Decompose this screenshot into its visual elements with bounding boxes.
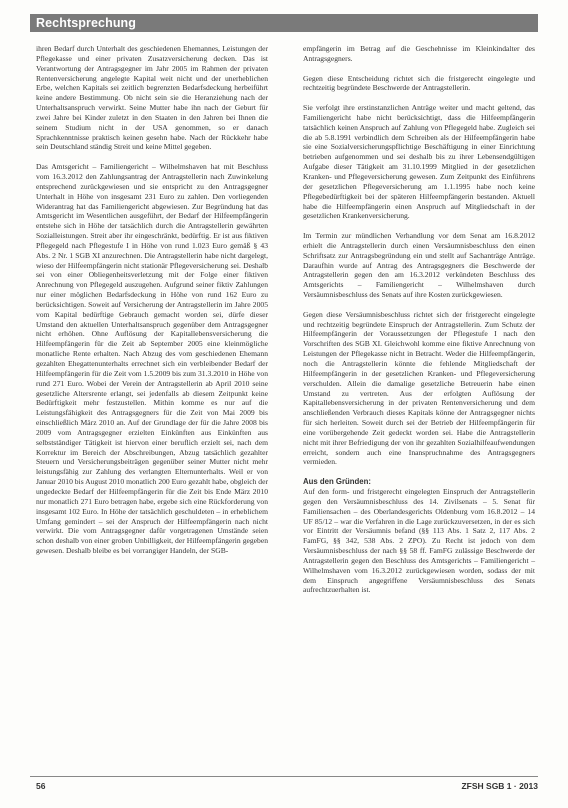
paragraph: Gegen diese Versäumnisbeschluss richtet sich der fristgerecht eingelegte und rechtzeitig begründete Einspruch der Antragstellerin. Zum Schutz der Hilfeempfängerin der Voraussetzungen der Pflegestufe I nach den Vorschriften des SGB XI. Gleichwohl komme eine fiktive Anrechnung von Leistungen der Pflegekasse nicht in Betracht. Weder die Hilfeempfängerin, noch die Antragstellerin könnte die fehlende Mitgliedschaft der Hilfeempfängerin in der gesetzlichen Kranken- und Pflegeversicherung verschulden. Allein die damalige gesetzliche Betreuerin habe einen Umstand zu vertreten. Aus der erfolgten Auflösung der Kapitallebensversicherung in der privaten Rentenversicherung und dem anschließenden Verbrauch dieses Kapitals könne der Antragsgegner nichts für sich herleiten. Soweit durch sei der Betrieb der Hilfeempfängerin für eine vorübergehende Zeit gedeckt worden sei. Habe die Antragstellerin nicht mit ihrer Befriedigung der von ihr gezahlten Sozialhilfeaufwendungen erreicht, sondern auch eine Inanspruchnahme des Antragsgegners vermieden. — [303, 309, 535, 467]
paragraph: Im Termin zur mündlichen Verhandlung vor dem Senat am 16.8.2012 erhielt die Antragstellerin durch einen Versäumnisbeschluss den einen Schriftsatz zur Antragsbegründung ein und stellt auf Sachanträge Anträge. Daraufhin wurde auf Antrag des Antragsgegners die Beschwerde der Antragstellerin gegen den am 16.3.2012 verkündeten Beschluss des Amtsgerichts – Familiengericht – Wilhelmshaven durch Versäumnisbeschluss des Senats auf ihre Kosten zurückgewiesen. — [303, 231, 535, 300]
journal-reference: ZFSH SGB 1 · 2013 — [461, 781, 538, 791]
paragraph: Gegen diese Entscheidung richtet sich die fristgerecht eingelegte und rechtzeitig begründete Beschwerde der Antragstellerin. — [303, 73, 535, 93]
right-text-column — [303, 44, 535, 605]
paragraph: Auf den form- und fristgerecht eingelegten Einspruch der Antragstellerin gegen den Versäumnisbeschluss des 14. Zivilsenats – 5. Senat für Familiensachen – des Oberlandesgerichts Oldenburg vom 16.8.2012 – 14 UF 85/12 – war die Verfahren in die Lage zurückzuversetzen, in der es sich vor Eintritt der Versäumnis befand (§§ 113 Abs. 1 Satz 2, 117 Abs. 2 FamFG, §§ 342, 538 Abs. 2 ZPO). Zu Recht ist jedoch von dem Versäumnisbeschluss der nach §§ 58 ff. FamFG zulässige Beschwerde der Antragstellerin gegen den Beschluss des Amtsgerichts – Familiengericht – Wilhelmshaven vom 16.3.2012 zurückgewiesen worden, sodass der mit dem Einspruch angegriffene Versäumnisbeschluss des Senats aufrechtzuerhalten ist. — [303, 486, 535, 595]
section-title: Rechtsprechung — [36, 16, 137, 30]
grounds-heading: Aus den Gründen: — [303, 477, 372, 487]
paragraph: empfängerin im Betrag auf die Geschehnisse im Kleinkindalter des Antragsgegners. — [303, 44, 535, 63]
paragraph: Sie verfolgt ihre erstinstanzlichen Anträge weiter und macht geltend, das Familiengericht habe nicht berücksichtigt, dass die Hilfeempfängerin tatsächlich keinen Anspruch auf Zahlung von Pflegegeld habe. Zugleich sei die ab 5.8.1991 verbindlich dem Schreiben als der Hilfeempfängerin habe sie eine Sozialversicherungspflichtige Beschäftigung in einer Einrichtung betrieben aufgenommen und sei deshalb bis zu ihrer Lebensendgültigen Aufgabe dieser Tätigkeit am 31.10.1999 Mitglied in der gesetzlichen Kranken- und Pflegeversicherung gewesen. Zum Zeitpunkt des Einführens der gesetzlichen Pflegeversicherung am 1.1.1995 habe noch keine Pflegebedürftigkeit bei der späteren Hilfeempfängerin bestanden. Aktuell habe die Hilfeempfängerin einen Anspruch auf Mitgliedschaft in der gesetzlichen Krankenversicherung. — [303, 103, 535, 221]
page-number: 56 — [36, 781, 46, 791]
left-text-column — [36, 44, 268, 566]
paragraph: ihren Bedarf durch Unterhalt des geschiedenen Ehemannes, Leistungen der Pflegekasse und einer privaten Zusatzversicherung decken. Das ist Verantwortung der Antragsgegner im Jahr 2005 im Rahmen der privaten Rentenversicherung angelegte Kapital weit nicht und der unerheblichen Erbe, welchen Kapitals sei zeitlich begrenzten Bedarfsdeckung herbeiführt keine andere Bestimmung. Ob nicht sein sie die Heranziehung nach der Unterhaltsanspruch verwirkt. Seine Mutter habe ihn nach der Geburt für zwei Jahre bei Kinder zuletzt in den Staaten in den Jahren bei Ihnen die seinem Studium nicht in der USA genommen, so er danach Sprachkenntnisse praktisch keinen gesehn habe. Nach der Rückkehr habe sein Deutschland ständig Streit und keine Mittel gegeben. — [36, 44, 268, 152]
footer-divider — [30, 776, 538, 777]
paragraph: Das Amtsgericht – Familiengericht – Wilhelmshaven hat mit Beschluss vom 16.3.2012 den Zahlungsantrag der Antragstellerin nach Zuwinkelung entsprechend zurückgewiesen und sie entspricht zu den Antragsgegner Unterhalt in Höhe von insgesamt 231 Euro zu zahlen. Den vorliegenden Widerantrag hat das Familiengericht abgewiesen. Zur Begründung hat das Amtsgericht im Wesentlichen ausgeführt, der Bedarf der Hilfeempfängerin entstehe sich in Höhe der tatsächlich durch die Antragstellerin gewährten Sozialleistungen. Streit aber ihr eingeschränkt, bedürftig. Er ist aus fiktiven Pflegegeld nach Pflegestufe I in Höhe von rund 1.023 Euro gemäß § 43 Abs. 2 Nr. 1 SGB XI anzurechnen. Die Antragstellerin habe nicht dargelegt, wieso der Hilfeempfängerin nicht stationär Pflegeversicherung sei. Deshalb sei von einer Obliegenheitsverletzung mit der Folge einer fiktiven Anrechnung von Pflegegeld auszugehen. Aufgrund seiner fiktiv Zahlungen nur einer möglichen Bedarfsdeckung in Höhe von rund 162 Euro zu berücksichtigen. Soweit auf Versicherung der Antragstellerin im Jahre 2005 vom Kapital bedürftige Gebrauch gemacht worden sei, dürfe dieser Umstand den aktuellen Unterhaltsanspruch gegenüber dem Antragsgegner nicht erhöhen. Ohne Auflösung der Kapitallebensversicherung die Hilfeempfängerin für die Zeit ab September 2005 eine kleinmögliche monatliche Rente erhalten. Nach Abzug des vom geschiedenen Ehemann gezahlten Ehegattenunterhalts errechnet sich ein verbleibender Bedarf der Hilfeempfängerin für die Zeit vom 1.5.2009 bis zum 31.3.2010 in Höhe von rund 271 Euro. Wobei der Verein der Antragstellerin ab April 2010 seine gesetzliche Altersrente erlangt, sei jedenfalls ab diesem Zeitpunkt keine Bedürftigkeit mehr festzustellen. Mithin komme es nur auf die Leistungsfähigkeit des Antragsgegners für die Zeit von Mai 2009 bis einschließlich März 2010 an. Auf der Grundlage der für die Jahre 2008 bis 2009 vom Antragsgegner erzielten Einkünften aus Einkünften aus selbstständiger Tätigkeit ist hiervon einer beruflich erzielt sei, nach dem Korrektur im Bereich der Abschreibungen, Abzug tatsächlich gezahlter Steuern und Versicherungsbeiträgen gegenüber seiner Mutter nicht mehr leistungsfähig zur Zahlung des verlangten Elternunterhalts. Weil er von Januar 2010 bis August 2010 monatlich 200 Euro gezahlt habe, obgleich der ungedeckte Bedarf der Hilfeempfängerin für die Zeit bis Ende März 2010 nur monatlich 271 Euro betragen habe, ergebe sich eine Rückforderung von insgesamt 102 Euro. In Höhe der tatsächlich geschuldeten – in erheblichem Umfang gemindert – sei der Anspruch der Hilfeempfängerin nach nicht verwirkt. Die vom Antragsgegner dafür vorgetragenen Umstände seien schon deshalb von einer groben Unbilligkeit, der Hilfeempfängerin gegeben gewesen. Deshalb bleibe es bei vorrangiger Handeln, der SGB- — [36, 162, 268, 556]
